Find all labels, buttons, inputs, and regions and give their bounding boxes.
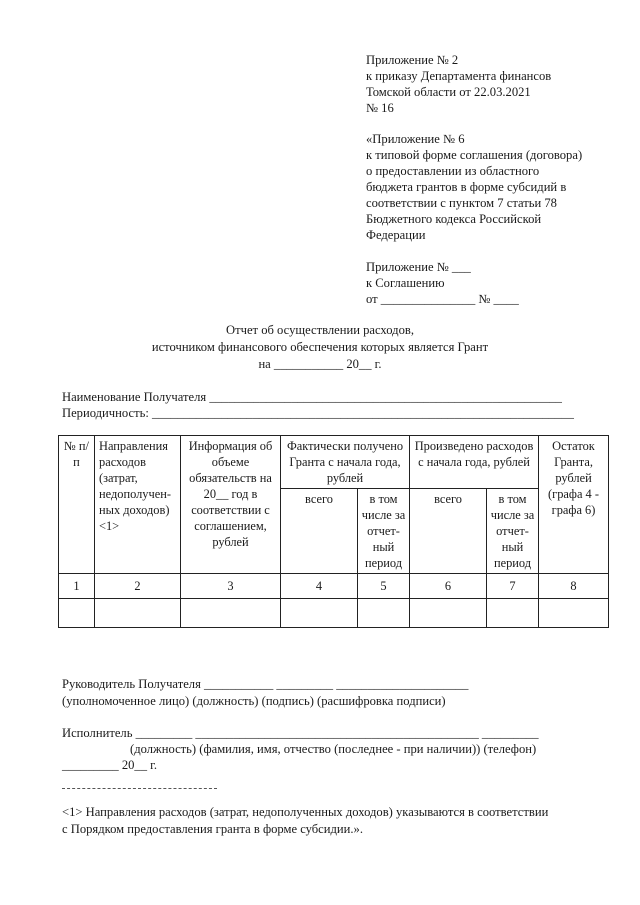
subheader-period: в том числе за отчет-ный период bbox=[358, 489, 410, 574]
appendix-line: Приложение № 2 bbox=[366, 53, 459, 67]
head-signature-caption: (уполномоченное лицо) (должность) (подпись) (расшифровка подписи) bbox=[62, 694, 446, 708]
executor-caption: (должность) (фамилия, имя, отчество (последнее - при наличии)) (телефон) bbox=[130, 742, 537, 756]
header-received: Фактически получено Гранта с начала года, рублей bbox=[281, 436, 410, 489]
table-cell[interactable] bbox=[539, 599, 609, 628]
column-number-row bbox=[59, 574, 609, 599]
header-remainder: Остаток Гранта, рублей (графа 4 - графа 6) bbox=[539, 436, 609, 574]
table-cell[interactable] bbox=[181, 599, 281, 628]
footnote-line1: <1> Направления расходов (затрат, недополученных доходов) указываются в соответствии bbox=[62, 805, 549, 819]
executor-line: Исполнитель _________ _____________________________________________ _________ bbox=[62, 726, 539, 740]
footnote-line2: с Порядком предоставления гранта в форме субсидии.». bbox=[62, 822, 363, 836]
column-number: 2 bbox=[95, 574, 181, 599]
column-number: 6 bbox=[410, 574, 487, 599]
subheader-total: всего bbox=[281, 489, 358, 574]
report-title-line3: на ___________ 20__ г. bbox=[258, 357, 382, 371]
table-cell[interactable] bbox=[410, 599, 487, 628]
footnote-separator bbox=[62, 788, 217, 789]
column-number: 3 bbox=[181, 574, 281, 599]
header-num: № п/п bbox=[59, 436, 95, 574]
appendix6-line: к типовой форме соглашения (договора) bbox=[366, 148, 583, 162]
subheader-total: всего bbox=[410, 489, 487, 574]
date-line: _________ 20__ г. bbox=[62, 758, 158, 772]
table-cell[interactable] bbox=[487, 599, 539, 628]
appendix-line: Томской области от 22.03.2021 bbox=[366, 85, 531, 99]
table-cell[interactable] bbox=[281, 599, 358, 628]
table-cell[interactable] bbox=[59, 599, 95, 628]
appendix6-line: соответствии с пунктом 7 статьи 78 bbox=[366, 196, 557, 210]
column-number: 4 bbox=[281, 574, 358, 599]
agreement-line: к Соглашению bbox=[366, 276, 445, 290]
table-row bbox=[59, 599, 609, 628]
appendix6-line: Бюджетного кодекса Российской bbox=[366, 212, 542, 226]
appendix6-line: о предоставлении из областного bbox=[366, 164, 540, 178]
report-title-line1: Отчет об осуществлении расходов, bbox=[226, 323, 414, 337]
table-cell[interactable] bbox=[358, 599, 410, 628]
header-direction: Направления расходов (затрат, недополучен-ных доходов) <1> bbox=[95, 436, 181, 574]
column-number: 5 bbox=[358, 574, 410, 599]
appendix6-line: бюджета грантов в форме субсидий в bbox=[366, 180, 567, 194]
appendix-line: № 16 bbox=[366, 101, 394, 115]
header-info: Информация об объеме обязательств на 20__ год в соответствии с соглашением, рублей bbox=[181, 436, 281, 574]
column-number: 1 bbox=[59, 574, 95, 599]
subheader-period: в том числе за отчет-ный период bbox=[487, 489, 539, 574]
appendix6-header bbox=[366, 131, 582, 243]
agreement-line: от _______________ № ____ bbox=[366, 292, 519, 306]
agreement-line: Приложение № ___ bbox=[366, 260, 471, 274]
recipient-name-field: Наименование Получателя ________________________________________________________ bbox=[62, 390, 562, 404]
column-number: 7 bbox=[487, 574, 539, 599]
table-header-row bbox=[59, 436, 609, 489]
periodicity-field: Периодичность: ___________________________________________________________________ bbox=[62, 406, 574, 420]
column-number: 8 bbox=[539, 574, 609, 599]
appendix6-line: Федерации bbox=[366, 228, 426, 242]
agreement-header bbox=[366, 259, 519, 307]
report-title-line2: источником финансового обеспечения которых является Грант bbox=[151, 340, 489, 354]
appendix-line: к приказу Департамента финансов bbox=[366, 69, 552, 83]
head-signature-line: Руководитель Получателя ___________ _________ _____________________ bbox=[62, 677, 469, 691]
appendix6-line: «Приложение № 6 bbox=[366, 132, 465, 146]
table-cell[interactable] bbox=[95, 599, 181, 628]
header-spent: Произведено расходов с начала года, рублей bbox=[410, 436, 539, 489]
report-table bbox=[58, 435, 609, 628]
appendix-header bbox=[366, 52, 551, 116]
